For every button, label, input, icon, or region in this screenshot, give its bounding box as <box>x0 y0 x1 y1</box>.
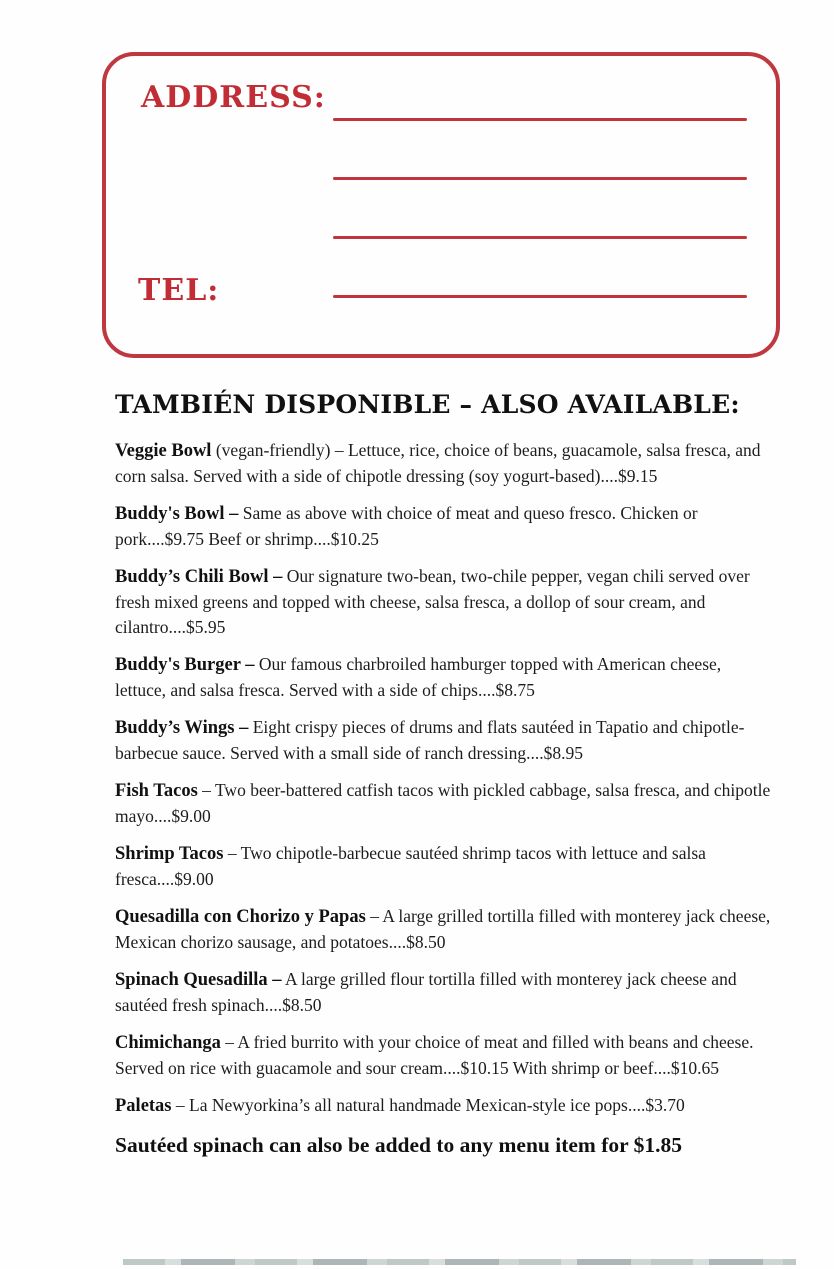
address-label: ADDRESS: <box>141 80 326 115</box>
menu-item-name: Chimichanga <box>115 1033 221 1053</box>
menu-heading: TAMBIÉN DISPONIBLE – ALSO AVAILABLE: <box>115 390 740 419</box>
menu-item-description: Our signature two-bean, two-chile pepper, vegan chili served over fresh mixed greens and topped with cheese, salsa fresca, a dollop of sour cream, and cilantro....$5.95 <box>115 566 750 637</box>
tel-write-line <box>333 295 747 298</box>
address-card <box>102 52 780 358</box>
menu-item <box>115 501 773 552</box>
menu-item-description: – A fried burrito with your choice of meat and filled with beans and cheese. Served on rice with guacamole and sour cream....$10.15 With shrimp or beef....$10.65 <box>115 1032 754 1078</box>
menu-item <box>115 904 773 955</box>
menu-item-name: Buddy's Burger – <box>115 655 255 675</box>
menu-item <box>115 1093 773 1119</box>
menu-item <box>115 715 773 766</box>
menu-item-name: Shrimp Tacos <box>115 844 224 864</box>
menu-item-name: Buddy’s Wings – <box>115 718 249 738</box>
menu-item-description: – A large grilled tortilla filled with monterey jack cheese, Mexican chorizo sausage, and potatoes....$8.50 <box>115 906 771 952</box>
menu-item-name: Spinach Quesadilla – <box>115 970 282 990</box>
menu-item-description: (vegan-friendly) – Lettuce, rice, choice of beans, guacamole, salsa fresca, and corn salsa. Served with a side of chipotle dressing (soy yogurt-based)....$9.15 <box>115 440 761 486</box>
menu-item-name: Veggie Bowl <box>115 441 212 461</box>
menu-item-name: Fish Tacos <box>115 781 198 801</box>
menu-item <box>115 967 773 1018</box>
menu-item-description: A large grilled flour tortilla filled with monterey jack cheese and sautéed fresh spinach....$8.50 <box>115 969 737 1015</box>
menu-item <box>115 438 773 489</box>
address-write-line-2 <box>333 177 747 180</box>
menu-item-description: Our famous charbroiled hamburger topped with American cheese, lettuce, and salsa fresca. Served with a side of chips....$8.75 <box>115 654 722 700</box>
menu-item-description: Eight crispy pieces of drums and flats sautéed in Tapatio and chipotle-barbecue sauce. Served with a small side of ranch dressing....$8.95 <box>115 717 745 763</box>
menu-item-description: – Two beer-battered catfish tacos with pickled cabbage, salsa fresca, and chipotle mayo....$9.00 <box>115 780 771 826</box>
menu-footnote: Sautéed spinach can also be added to any menu item for $1.85 <box>115 1133 683 1157</box>
menu-item <box>115 564 773 640</box>
menu-items <box>115 438 773 1119</box>
menu-item-name: Paletas <box>115 1096 172 1116</box>
tel-label: TEL: <box>138 273 220 308</box>
menu-item-name: Quesadilla con Chorizo y Papas <box>115 907 366 927</box>
menu-item-description: – La Newyorkina’s all natural handmade Mexican-style ice pops....$3.70 <box>171 1095 685 1115</box>
menu-item <box>115 778 773 829</box>
menu-item-description: Same as above with choice of meat and queso fresco. Chicken or pork....$9.75 Beef or shrimp....$10.25 <box>115 503 698 549</box>
address-write-line-1 <box>333 118 747 121</box>
menu-item-name: Buddy’s Chili Bowl – <box>115 567 283 587</box>
menu-item <box>115 841 773 892</box>
menu-item-description: – Two chipotle-barbecue sautéed shrimp tacos with lettuce and salsa fresca....$9.00 <box>115 843 706 889</box>
menu-section <box>115 390 773 1158</box>
menu-item <box>115 1030 773 1081</box>
menu-item-name: Buddy's Bowl – <box>115 504 239 524</box>
address-write-line-3 <box>333 236 747 239</box>
menu-item <box>115 652 773 703</box>
cropped-bottom-banner <box>123 1259 796 1265</box>
